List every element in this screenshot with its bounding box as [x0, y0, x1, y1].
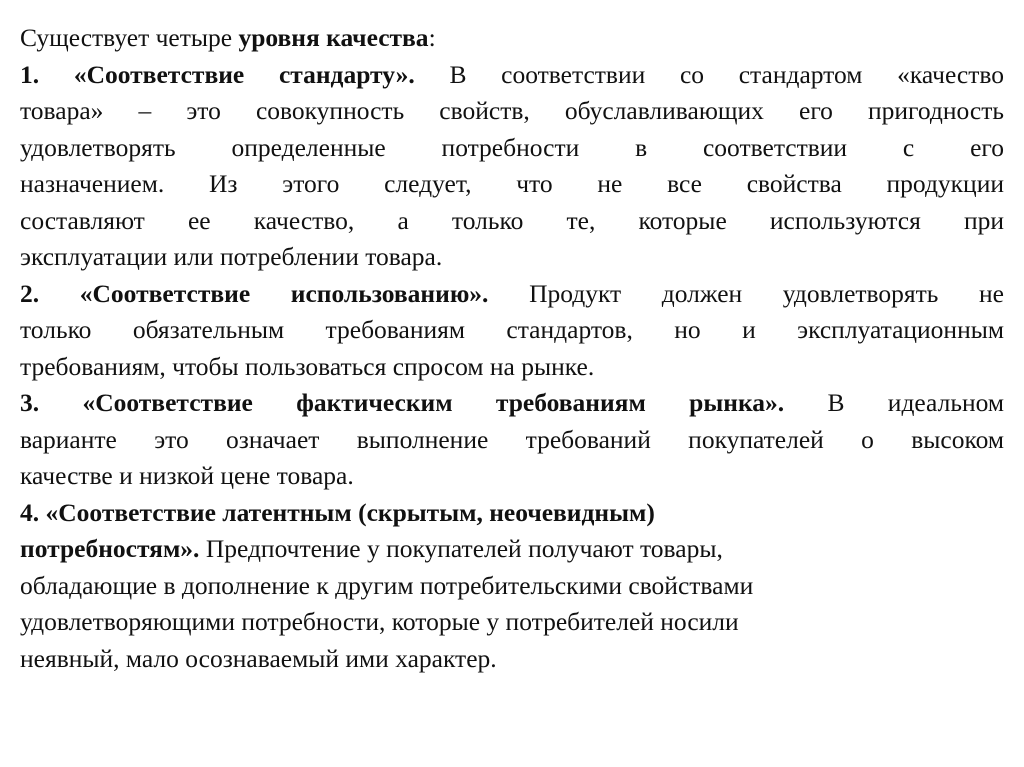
item-4-line-2: потребностям». Предпочтение у покупателей получают товары, [20, 534, 723, 563]
item-3-title: 3. «Соответствие фактическим требованиям рынка». [20, 388, 785, 417]
item-2-title: 2. «Соответствие использованию». [20, 278, 489, 308]
item-1-line-3: удовлетворять определенные потребности в соответствии с его [20, 132, 1004, 162]
item-4-line-4: удовлетворяющими потребности, которые у потребителей носили [20, 607, 739, 636]
item-1-line-6: эксплуатации или потреблении товара. [20, 242, 443, 271]
item-2-line-3: требованиям, чтобы пользоваться спросом на рынке. [20, 351, 595, 381]
item-4-line-3: обладающие в дополнение к другим потребительскими свойствами [20, 570, 754, 600]
intro-bold: уровня качества [238, 23, 429, 52]
item-3-line-3: качестве и низкой цене товара. [20, 461, 354, 490]
item-1-line-2: товара» – это совокупность свойств, обуславливающих его пригодность [20, 96, 1004, 125]
intro-line: Существует четыре уровня качества: [20, 23, 436, 52]
item-2-line-2: только обязательным требованиям стандартов, но и эксплуатационным [20, 315, 1004, 344]
item-4-line-5: неявный, мало осознаваемый ими характер. [20, 643, 497, 673]
item-3-line-2: варианте это означает выполнение требований покупателей о высоком [20, 424, 1004, 454]
item-2-line-1: 2. «Соответствие использованию». Продукт должен удовлетворять не [20, 278, 1005, 308]
item-1-line-1: 1. «Соответствие стандарту». В соответствии со стандартом «качество [20, 59, 1004, 89]
item-1-title: 1. «Соответствие стандарту». [20, 59, 415, 89]
item-4-title-part-2: потребностям». [20, 534, 200, 563]
item-1-line-5: составляют ее качество, а только те, которые используются при [20, 205, 1004, 235]
item-3-line-1: 3. «Соответствие фактическим требованиям рынка». В идеальном [20, 388, 1004, 417]
slide-text [20, 20, 1004, 677]
item-4-line-1 [20, 495, 1004, 532]
item-4-title-part-1: 4. «Соответствие латентным (скрытым, неочевидным) [20, 497, 655, 527]
item-1-line-4: назначением. Из этого следует, что не все свойства продукции [20, 169, 1004, 198]
